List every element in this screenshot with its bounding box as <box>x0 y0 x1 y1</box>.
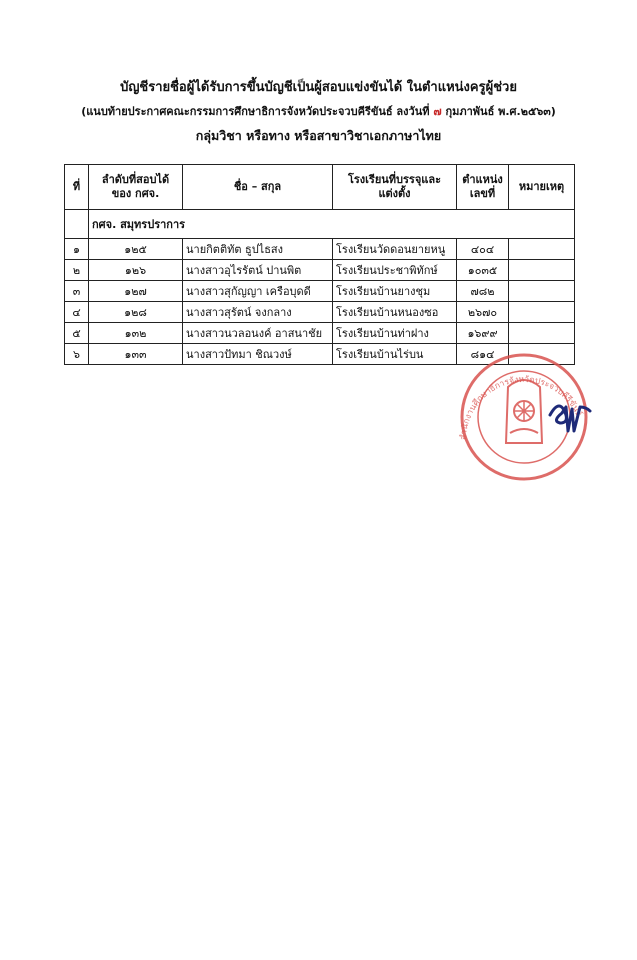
cell-school: โรงเรียนประชาพิทักษ์ <box>333 260 457 281</box>
cell-rank: ๑๒๖ <box>89 260 183 281</box>
cell-rank: ๑๒๕ <box>89 239 183 260</box>
header-position <box>457 165 509 210</box>
table-row <box>65 302 575 323</box>
cell-no: ๕ <box>65 323 89 344</box>
cell-position: ๑๖๙๙ <box>457 323 509 344</box>
table-row <box>65 281 575 302</box>
document-title: บัญชีรายชื่อผู้ได้รับการขึ้นบัญชีเป็นผู้สอบแข่งขันได้ ในตำแหน่งครูผู้ช่วย <box>120 80 517 95</box>
cell-position: ๔๐๔ <box>457 239 509 260</box>
cell-name: นางสาวปัทมา ชิณวงษ์ <box>183 344 333 365</box>
subtitle-prefix: (แนบท้ายประกาศคณะกรรมการศึกษาธิการจังหวัดประจวบคีรีขันธ์ ลงวันที่ <box>81 105 430 118</box>
cell-school: โรงเรียนบ้านไร่บน <box>333 344 457 365</box>
cell-school: โรงเรียนบ้านหนองซอ <box>333 302 457 323</box>
cell-rank: ๑๒๘ <box>89 302 183 323</box>
header-position-line1: ตำแหน่ง <box>462 173 503 186</box>
cell-remark <box>509 281 575 302</box>
cell-rank: ๑๒๗ <box>89 281 183 302</box>
cell-school: โรงเรียนบ้านท่าฝาง <box>333 323 457 344</box>
header-school-line2: แต่งตั้ง <box>378 187 411 200</box>
subject-line: กลุ่มวิชา หรือทาง หรือสาขาวิชาเอกภาษาไทย <box>195 128 442 143</box>
subtitle-suffix: กุมภาพันธ์ พ.ศ.๒๕๖๓) <box>445 105 556 118</box>
header-no: ที่ <box>65 165 89 210</box>
cell-remark <box>509 302 575 323</box>
seal-base-curve <box>510 429 538 433</box>
roster-table <box>64 164 575 365</box>
header-school <box>333 165 457 210</box>
cell-name: นายกิตติทัต ธูปไธสง <box>183 239 333 260</box>
cell-remark <box>509 260 575 281</box>
table-row <box>65 239 575 260</box>
table-header-row <box>65 165 575 210</box>
header-rank <box>89 165 183 210</box>
cell-position: ๘๑๔ <box>457 344 509 365</box>
header-rank-line1: ลำดับที่สอบได้ <box>101 173 170 186</box>
cell-remark <box>509 239 575 260</box>
group-row <box>65 210 575 239</box>
cell-school: โรงเรียนบ้านยางชุม <box>333 281 457 302</box>
header-remark: หมายเหตุ <box>509 165 575 210</box>
cell-no: ๓ <box>65 281 89 302</box>
group-label: กศจ. สมุทรปราการ <box>89 210 575 239</box>
cell-position: ๑๐๓๕ <box>457 260 509 281</box>
cell-no: ๑ <box>65 239 89 260</box>
cell-rank: ๑๓๓ <box>89 344 183 365</box>
header-name: ชื่อ – สกุล <box>183 165 333 210</box>
cell-no: ๖ <box>65 344 89 365</box>
cell-name: นางสาวอุไรรัตน์ ปานพิต <box>183 260 333 281</box>
table-row <box>65 323 575 344</box>
cell-position: ๒๖๗๐ <box>457 302 509 323</box>
cell-rank: ๑๓๒ <box>89 323 183 344</box>
group-row-spacer <box>65 210 89 239</box>
subtitle-day: ๗ <box>433 105 442 118</box>
cell-no: ๒ <box>65 260 89 281</box>
cell-no: ๔ <box>65 302 89 323</box>
header-school-line1: โรงเรียนที่บรรจุและ <box>347 173 442 186</box>
cell-name: นางสาวสุรัตน์ จงกลาง <box>183 302 333 323</box>
seal-ring-text: สำนักงานศึกษาธิการจังหวัดประจวบคีรีขันธ์ <box>458 374 584 441</box>
document-subtitle <box>0 102 637 120</box>
seal-wheel-spokes <box>514 401 534 421</box>
cell-name: นางสาวนวลอนงค์ อาสนาชัย <box>183 323 333 344</box>
table-row <box>65 260 575 281</box>
cell-position: ๗๘๒ <box>457 281 509 302</box>
cell-name: นางสาวสุกัญญา เครือบุดดี <box>183 281 333 302</box>
cell-remark <box>509 323 575 344</box>
header-position-line2: เลขที่ <box>469 187 496 200</box>
cell-school: โรงเรียนวัดดอนยายหนู <box>333 239 457 260</box>
official-seal-stamp <box>450 345 620 485</box>
header-rank-line2: ของ กศจ. <box>111 187 160 200</box>
